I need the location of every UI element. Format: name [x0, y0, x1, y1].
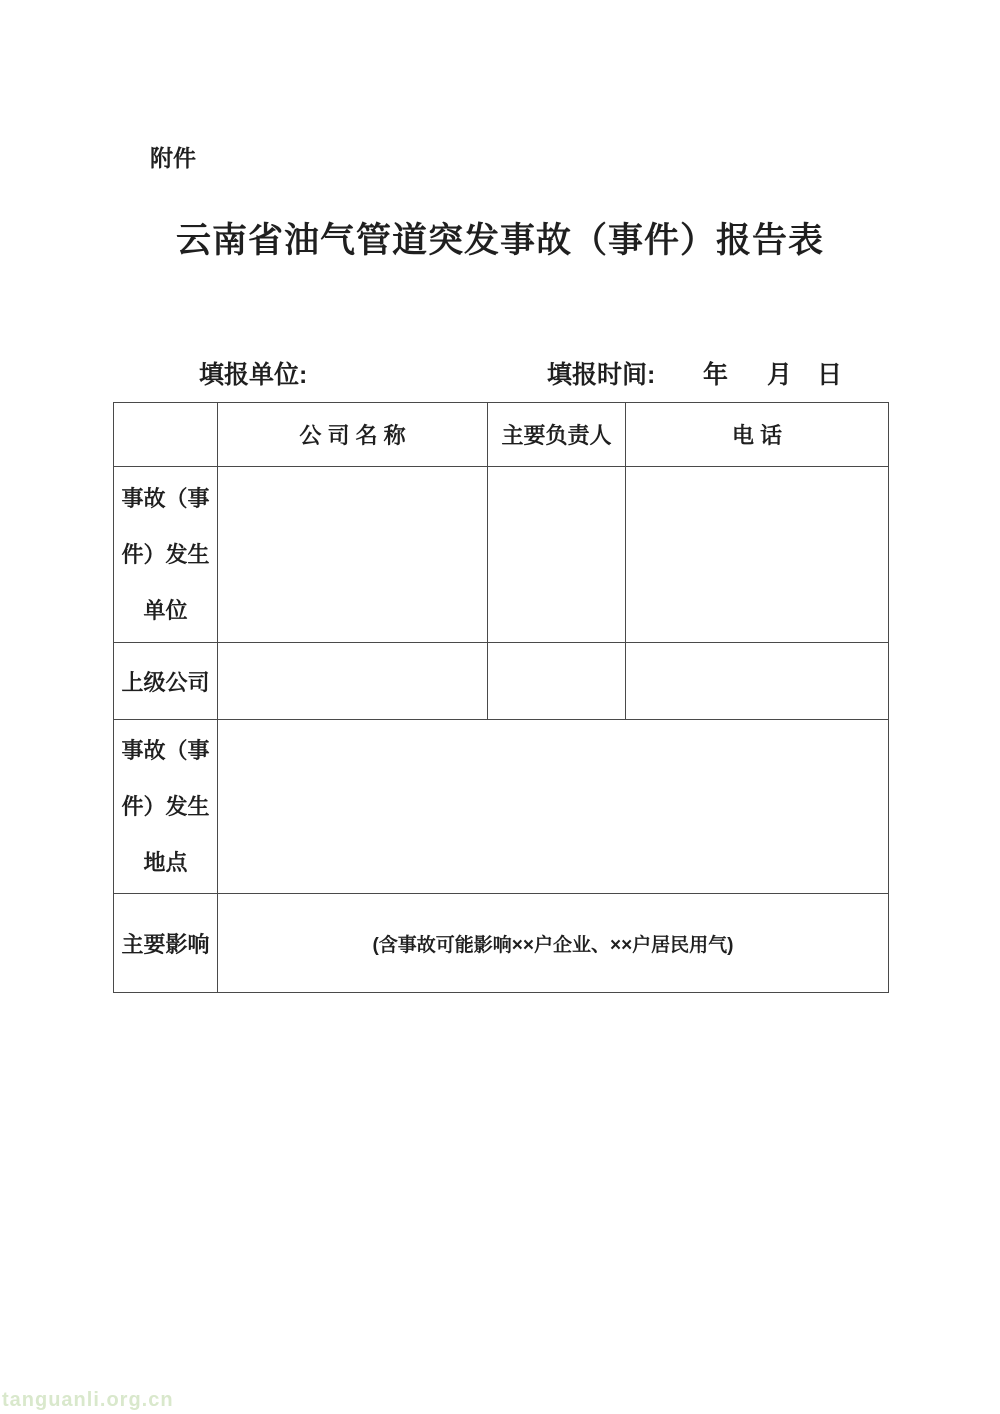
main-impact-note: (含事故可能影响××户企业、××户居民用气)	[372, 934, 734, 956]
reporting-unit-label: 填报单位:	[199, 361, 308, 389]
main-impact-label: 主要影响	[114, 894, 218, 993]
parent-company-company-cell	[218, 643, 488, 720]
parent-company-row	[114, 643, 889, 720]
attachment-label: 附件	[150, 145, 196, 171]
accident-unit-row	[114, 467, 889, 643]
accident-location-label	[114, 720, 218, 894]
accident-unit-company-cell	[218, 467, 488, 643]
accident-unit-phone-cell	[626, 467, 889, 643]
month-label: 月	[767, 361, 793, 389]
parent-company-responsible-cell	[488, 643, 626, 720]
header-responsible: 主要负责人	[488, 403, 626, 467]
form-meta-row	[0, 355, 1000, 387]
main-impact-cell	[218, 894, 889, 993]
parent-company-phone-cell	[626, 643, 889, 720]
report-table	[113, 402, 889, 993]
reporting-time-label: 填报时间:	[547, 361, 656, 389]
header-empty-cell	[114, 403, 218, 467]
accident-unit-label-line: 单位	[143, 597, 188, 623]
day-label: 日	[817, 361, 843, 389]
accident-unit-label-line: 件）发生	[121, 541, 210, 567]
page-title: 云南省油气管道突发事故（事件）报告表	[175, 221, 824, 260]
watermark: tanguanli.org.cn	[2, 1389, 174, 1411]
table-header-row	[114, 403, 889, 467]
header-phone: 电 话	[626, 403, 889, 467]
accident-location-row	[114, 720, 889, 894]
accident-location-label-line: 事故（事	[121, 737, 210, 763]
parent-company-label: 上级公司	[114, 643, 218, 720]
accident-unit-label	[114, 467, 218, 643]
accident-unit-responsible-cell	[488, 467, 626, 643]
year-label: 年	[703, 361, 729, 389]
accident-location-cell	[218, 720, 889, 894]
main-impact-row	[114, 894, 889, 993]
header-company-name: 公 司 名 称	[218, 403, 488, 467]
accident-unit-label-line: 事故（事	[121, 485, 210, 511]
accident-location-label-line: 件）发生	[121, 793, 210, 819]
accident-location-label-line: 地点	[143, 849, 188, 875]
